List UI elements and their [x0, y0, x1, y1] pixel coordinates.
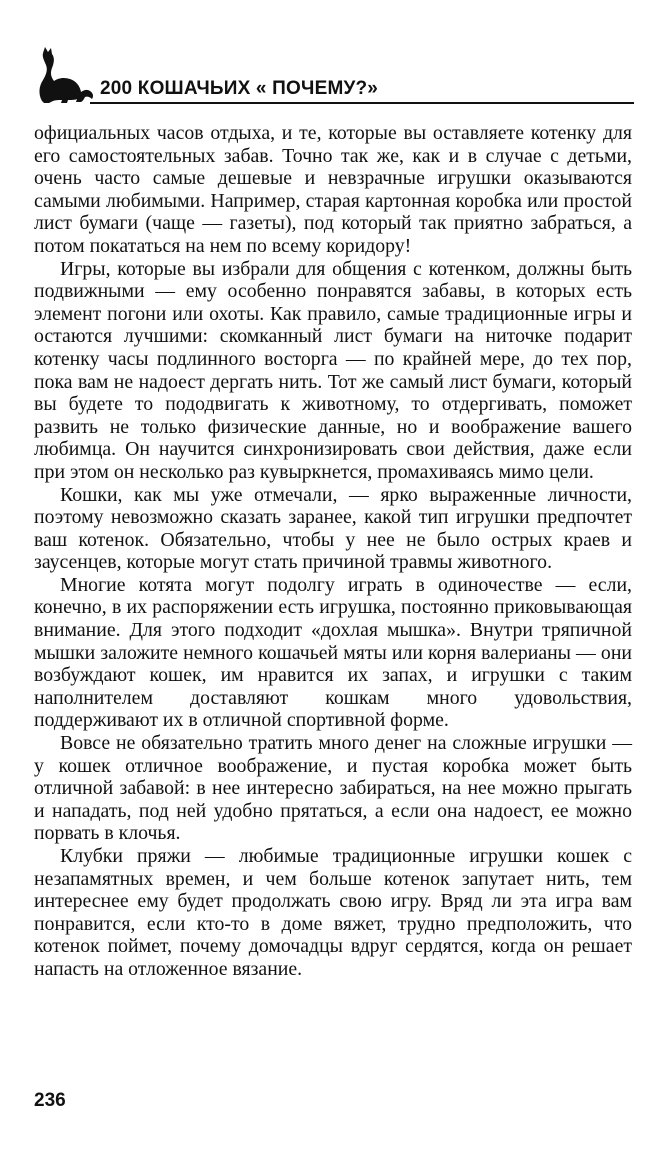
paragraph: Вовсе не обязательно тратить много денег на сложные игрушки — у кошек отличное воображение, и пустая коробка может быть отличной забавой: в нее интересно забираться, на нее можно прыгать и нападать, под ней удобно прятаться, а если она надоест, ее можно порвать в клочья.: [34, 732, 632, 845]
paragraph-continued: официальных часов отдыха, и те, которые вы оставляете котенку для его самостоятельных забав. Точно так же, как и в случае с детьми, очень часто самые дешевые и невзрачные игрушки оказываются самыми любимыми. Например, старая картонная коробка или простой лист бумаги (чаще — газеты), под который так приятно забраться, а потом покататься на нем по всему коридору!: [34, 122, 632, 257]
page-header: [34, 44, 634, 106]
cat-silhouette-icon: [34, 44, 96, 104]
paragraph: Игры, которые вы избрали для общения с котенком, должны быть подвижными — ему особенно понравятся забавы, в которых есть элемент погони или охоты. Как правило, самые традиционные игры и остаются лучшими: скомканный лист бумаги на ниточке подарит котенку часы подлинного восторга — по крайней мере, до тех пор, пока вам не надоест дергать нить. Тот же самый лист бумаги, который вы будете то пододвигать к животному, то отдергивать, поможет развить не только физические данные, но и воображение вашего любимца. Он научится синхронизировать свои действия, даже если при этом он несколько раз кувыркнется, промахиваясь мимо цели.: [34, 257, 632, 483]
paragraph: Многие котята могут подолгу играть в одиночестве — если, конечно, в их распоряжении есть игрушка, постоянно приковывающая внимание. Для этого подходит «дохлая мышка». Внутри тряпичной мышки заложите немного кошачьей мяты или корня валерианы — они возбуждают кошек, им нравится их запах, и игрушки с таким наполнителем доставляют кошкам много удовольствия, поддерживают их в отличной спортивной форме.: [34, 573, 632, 732]
running-title: 200 КОШАЧЬИХ « ПОЧЕМУ?»: [100, 78, 379, 99]
paragraph: Клубки пряжи — любимые традиционные игрушки кошек с незапамятных времен, и чем больше котенок запутает нить, тем интереснее ему будет продолжать свою игру. Вряд ли эта игра вам понравится, если кто-то в доме вяжет, трудно предположить, что котенок поймет, почему домочадцы вдруг сердятся, когда он решает напасть на отложенное вязание.: [34, 845, 632, 980]
header-rule: [90, 102, 634, 104]
body-text: [34, 122, 632, 981]
page-number: 236: [34, 1090, 66, 1111]
paragraph: Кошки, как мы уже отмечали, — ярко выраженные личности, поэтому невозможно сказать заранее, какой тип игрушки предпочтет ваш котенок. Обязательно, чтобы у нее не было острых краев и заусенцев, которые могут стать причиной травмы животного.: [34, 483, 632, 574]
